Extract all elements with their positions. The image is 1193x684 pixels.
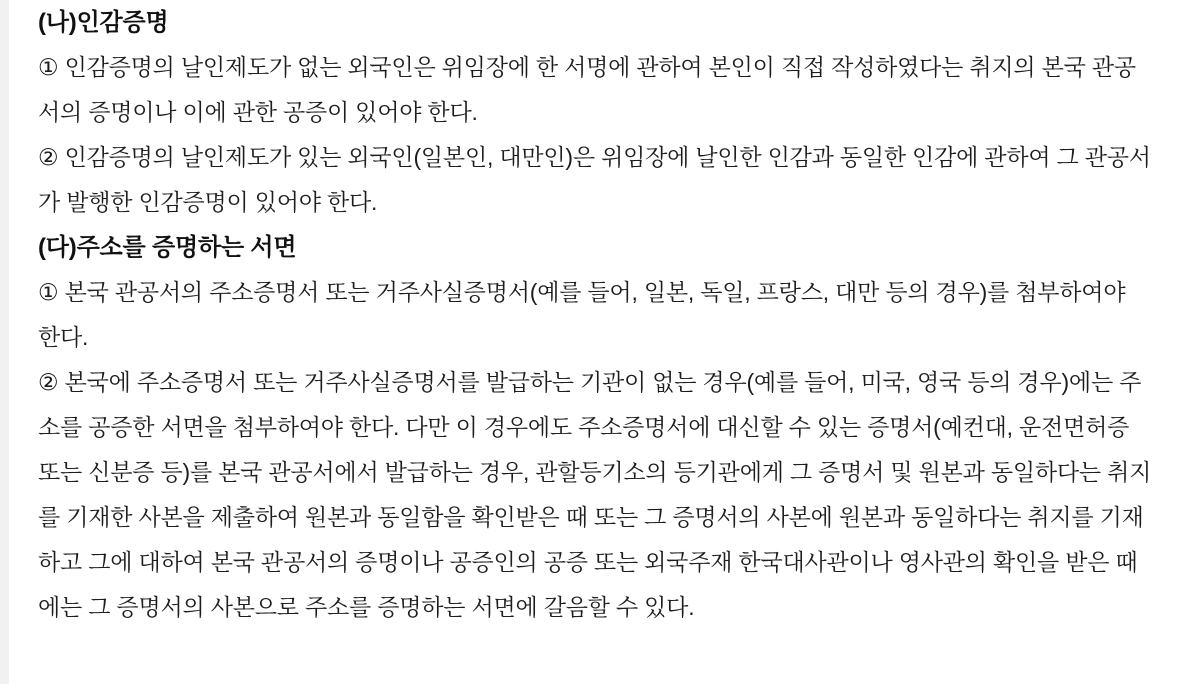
section-heading-seal-certificate: (나)인감증명 [38, 9, 169, 36]
paragraph-address-certificate: ① 본국 관공서의 주소증명서 또는 거주사실증명서(예를 들어, 일본, 독일, 프랑스, 대만 등의 경우)를 첨부하여야 한다. [38, 279, 1126, 350]
section-heading-address-proof: (다)주소를 증명하는 서면 [38, 234, 297, 261]
paragraph-address-no-agency: ② 본국에 주소증명서 또는 거주사실증명서를 발급하는 기관이 없는 경우(예를 들어, 미국, 영국 등의 경우)에는 주소를 공증한 서면을 첨부하여야 한다. 다만 이 경우에도 주소증명서에 대신할 수 있는 증명서(예컨대, 운전면허증 또는 신분증 등)를 본국 관공서에서 발급하는 경우, 관할등기소의 등기관에게 그 증명서 및 원본과 동일하다는 취지를 기재한 사본을 제출하여 원본과 동일함을 확인받은 때 또는 그 증명서의 사본에 원본과 동일하다는 취지를 기재하고 그에 대하여 본국 관공서의 증명이나 공증인의 공증 또는 외국주재 한국대사관이나 영사관의 확인을 받은 때에는 그 증명서의 사본으로 주소를 증명하는 서면에 갈음할 수 있다. [38, 369, 1152, 620]
document-content [38, 0, 1152, 630]
paragraph-seal-with-system: ② 인감증명의 날인제도가 있는 외국인(일본인, 대만인)은 위임장에 날인한 인감과 동일한 인감에 관하여 그 관공서가 발행한 인감증명이 있어야 한다. [38, 144, 1151, 215]
paragraph-seal-no-system: ① 인감증명의 날인제도가 없는 외국인은 위임장에 한 서명에 관하여 본인이 직접 작성하였다는 취지의 본국 관공서의 증명이나 이에 관한 공증이 있어야 한다. [38, 54, 1136, 125]
left-edge-strip [0, 0, 9, 684]
